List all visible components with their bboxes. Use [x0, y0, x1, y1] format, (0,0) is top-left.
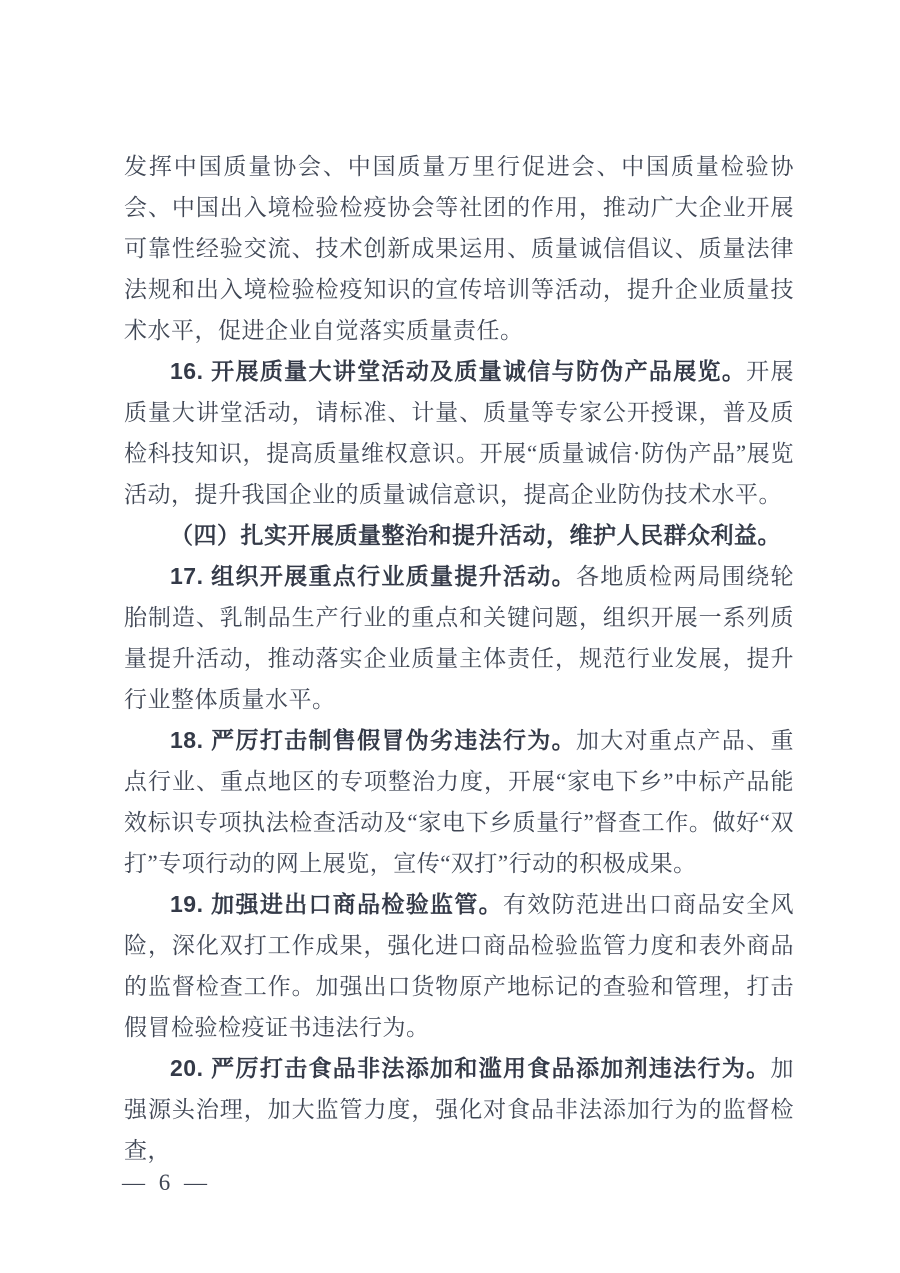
- paragraph-text: 发挥中国质量协会、中国质量万里行促进会、中国质量检验协会、中国出入境检验检疫协会等社团的作用，推动广大企业开展可靠性经验交流、技术创新成果运用、质量诚信倡议、质量法律法规和出入境检验检疫知识的宣传培训等活动，提升企业质量技术水平，促进企业自觉落实质量责任。: [124, 154, 794, 343]
- paragraph-item-19: [124, 884, 794, 1048]
- document-body: [124, 146, 794, 1171]
- section-heading-4-text: （四）扎实开展质量整治和提升活动，维护人民群众利益。: [170, 522, 781, 548]
- item-16-title: 16. 开展质量大讲堂活动及质量诚信与防伪产品展览。: [170, 358, 747, 384]
- paragraph-item-17: [124, 556, 794, 720]
- page-number-label: — 6 —: [122, 1170, 211, 1195]
- item-19-body: 有效防范进出口商品安全风险，深化双打工作成果，强化进口商品检验监管力度和表外商品的监督检查工作。加强出口货物原产地标记的查验和管理，打击假冒检验检疫证书违法行为。: [124, 892, 794, 1040]
- item-17-title: 17. 组织开展重点行业质量提升活动。: [170, 563, 576, 589]
- item-18-body: 加大对重点产品、重点行业、重点地区的专项整治力度，开展“家电下乡”中标产品能效标识专项执法检查活动及“家电下乡质量行”督查工作。做好“双打”专项行动的网上展览，宣传“双打”行动的积极成果。: [124, 728, 794, 876]
- item-19-title: 19. 加强进出口商品检验监管。: [170, 891, 503, 917]
- section-heading-4: [124, 515, 794, 556]
- paragraph-item-16: [124, 351, 794, 515]
- page-number: [122, 1168, 211, 1198]
- item-20-title: 20. 严厉打击食品非法添加和滥用食品添加剂违法行为。: [170, 1055, 771, 1081]
- item-16-body: 开展质量大讲堂活动，请标准、计量、质量等专家公开授课，普及质检科技知识，提高质量维权意识。开展“质量诚信·防伪产品”展览活动，提升我国企业的质量诚信意识，提高企业防伪技术水平。: [124, 359, 794, 507]
- item-17-body: 各地质检两局围绕轮胎制造、乳制品生产行业的重点和关键问题，组织开展一系列质量提升活动，推动落实企业质量主体责任，规范行业发展，提升行业整体质量水平。: [124, 564, 794, 712]
- paragraph-continuation: [124, 146, 794, 351]
- item-20-body: 加强源头治理，加大监管力度，强化对食品非法添加行为的监督检查，: [124, 1056, 794, 1163]
- paragraph-item-18: [124, 720, 794, 884]
- item-18-title: 18. 严厉打击制售假冒伪劣违法行为。: [170, 727, 576, 753]
- paragraph-item-20: [124, 1048, 794, 1171]
